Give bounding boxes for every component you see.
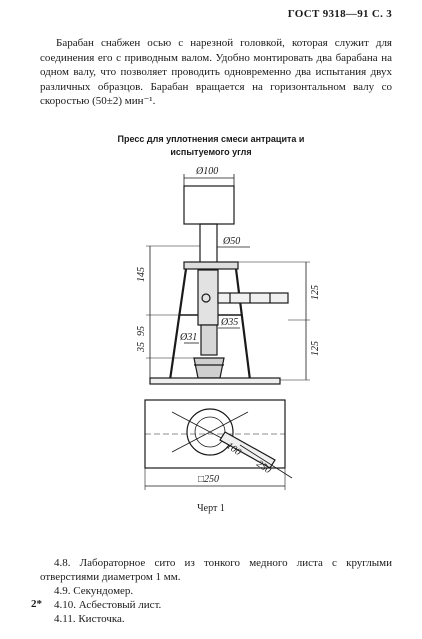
dim-d50: Ø50: [223, 236, 241, 247]
dim-d100: Ø100: [196, 166, 219, 177]
press-drawing: [0, 160, 422, 500]
frame-left-leg: [170, 269, 186, 380]
dim-r100: 100: [224, 440, 243, 459]
dim-d35: Ø35: [221, 317, 239, 328]
dim-v145: 145: [136, 267, 147, 282]
figure-title-line-2: испытуемого угля: [170, 147, 252, 157]
dim-v95: 95: [136, 326, 147, 336]
item-4-10: 4.10. Асбестовый лист.: [54, 599, 162, 611]
page-mark: 2*: [31, 598, 42, 610]
item-4-11: 4.11. Кисточка.: [54, 613, 125, 625]
figure-caption: Черт 1: [197, 503, 225, 514]
dim-r250: 250: [254, 458, 273, 477]
figure-title-line-1: Пресс для уплотнения смеси антрацита и: [117, 134, 305, 144]
dim-d31: Ø31: [180, 332, 198, 343]
dim-v125b: 125: [310, 341, 321, 356]
equipment-list: [40, 556, 392, 626]
page-header: ГОСТ 9318—91 С. 3: [287, 8, 392, 20]
item-4-8: 4.8. Лабораторное сито из тонкого медного листа с круглыми отверстиями диаметром 1 мм.: [40, 557, 392, 583]
dim-sq250: □250: [198, 474, 220, 485]
press-base: [150, 378, 280, 384]
press-mould: [194, 358, 224, 378]
press-lever: [218, 293, 288, 303]
press-piston: [198, 270, 218, 325]
item-4-9: 4.9. Секундомер.: [54, 585, 134, 597]
press-weight: [184, 186, 234, 224]
figure-title: [0, 133, 422, 159]
press-cylinder: [201, 325, 217, 355]
paragraph-drum: Барабан снабжен осью с нарезной головкой, которая служит для соединения его с приводным валом. Удобно монтировать два барабана на одном валу, что позволяет проводить одновременно два испытания двух различных образцов. Барабан вращается на горизонтальном валу со скоростью (50±2) мин⁻¹.: [40, 37, 392, 107]
dim-v125a: 125: [310, 285, 321, 300]
dim-v35: 35: [136, 342, 147, 352]
frame-top-plate: [184, 262, 238, 269]
